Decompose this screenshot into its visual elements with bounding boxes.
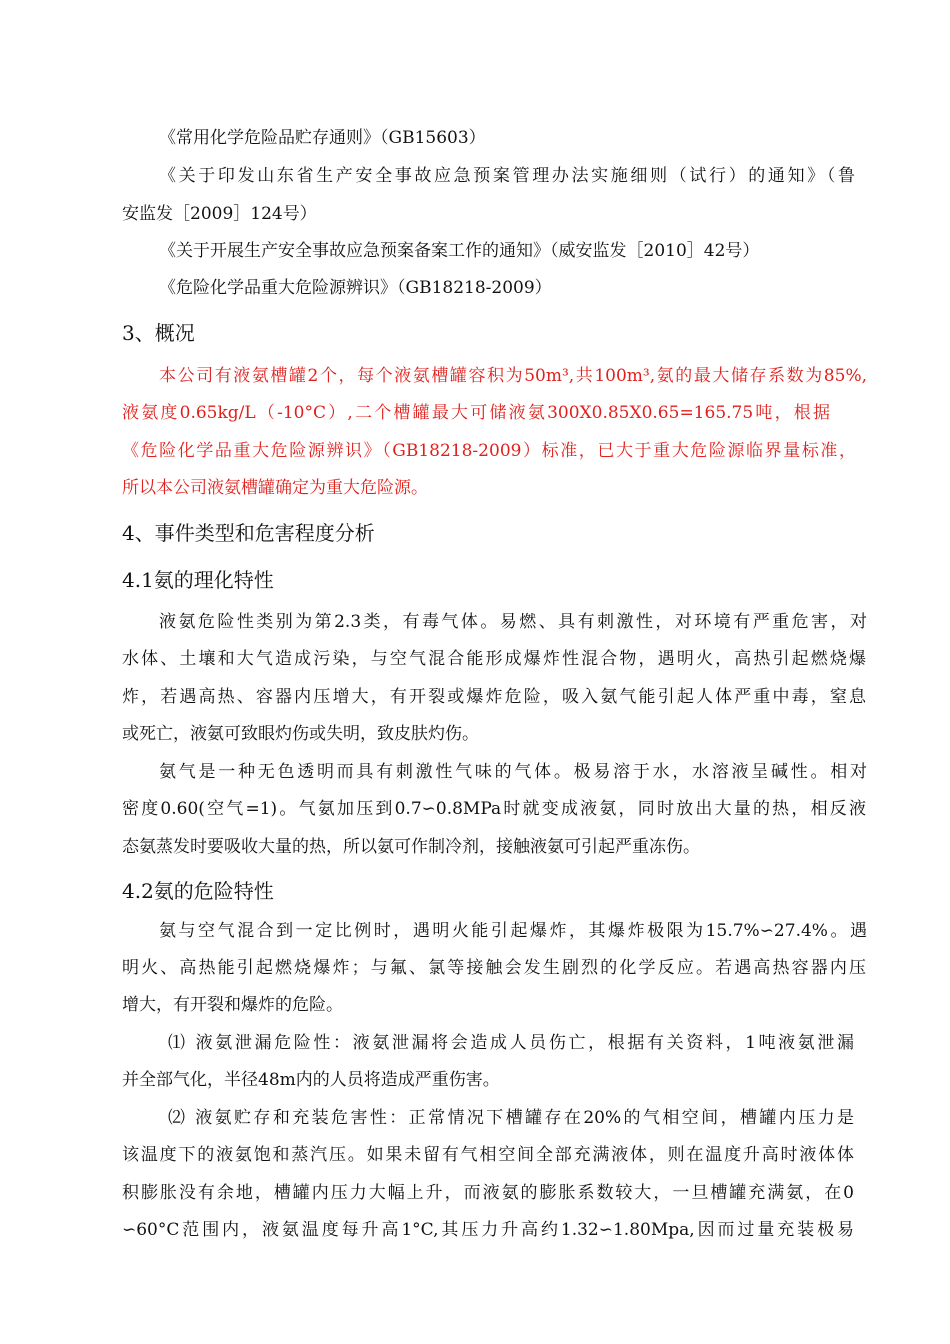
reference-line: 《常用化学危险品贮存通则》（GB15603） <box>159 128 486 148</box>
overview-text-line: 本公司有液氨槽罐2个，每个液氨槽罐容积为50m³,共100m³,氨的最大储存系数为85%, <box>159 366 867 386</box>
overview-text-line: 所以本公司液氨槽罐确定为重大危险源。 <box>122 478 428 498</box>
overview-text-line: 液氨度0.65kg/L（-10°C）,二个槽罐最大可储液氨300X0.85X0.65=165.75吨，根据 <box>122 403 830 423</box>
body-text-line: 液氨危险性类别为第2.3类，有毒气体。易燃、具有刺激性，对环境有严重危害，对 <box>159 612 867 632</box>
body-text-line: 炸，若遇高热、容器内压增大，有开裂或爆炸危险，吸入氨气能引起人体严重中毒，窒息 <box>122 687 866 707</box>
reference-line: 《关于开展生产安全事故应急预案备案工作的通知》（威安监发［2010］42号） <box>159 241 760 261</box>
body-text-line: 增大，有开裂和爆炸的危险。 <box>122 995 343 1015</box>
reference-line: 安监发［2009］124号） <box>122 204 317 224</box>
body-text-line: 水体、土壤和大气造成污染，与空气混合能形成爆炸性混合物，遇明火，高热引起燃烧爆 <box>122 649 866 669</box>
reference-line: 《危险化学品重大危险源辨识》（GB18218-2009） <box>159 278 552 298</box>
list-item-line: 积膨胀没有余地，槽罐内压力大幅上升，而液氨的膨胀系数较大，一旦槽罐充满氨，在0 <box>122 1183 854 1203</box>
subsection-heading: 4.2氨的危险特性 <box>122 879 274 903</box>
body-text-line: 氨与空气混合到一定比例时，遇明火能引起爆炸，其爆炸极限为15.7%∽27.4%。遇 <box>159 921 867 941</box>
list-item-line: 并全部气化，半径48m内的人员将造成严重伤害。 <box>122 1070 500 1090</box>
reference-line: 《关于印发山东省生产安全事故应急预案管理办法实施细则（试行）的通知》（鲁 <box>159 166 855 186</box>
list-item-line: 该温度下的液氨饱和蒸汽压。如果未留有气相空间全部充满液体，则在温度升高时液体体 <box>122 1145 854 1165</box>
body-text-line: 氨气是一种无色透明而具有刺激性气味的气体。极易溶于水，水溶液呈碱性。相对 <box>159 762 867 782</box>
list-item-line: ⑵ 液氨贮存和充装危害性：正常情况下槽罐存在20%的气相空间，槽罐内压力是 <box>168 1108 854 1128</box>
section-heading: 4、事件类型和危害程度分析 <box>122 521 375 545</box>
list-item-line: ⑴ 液氨泄漏危险性：液氨泄漏将会造成人员伤亡，根据有关资料，1吨液氨泄漏 <box>168 1033 854 1053</box>
body-text-line: 态氨蒸发时要吸收大量的热，所以氨可作制冷剂，接触液氨可引起严重冻伤。 <box>122 837 700 857</box>
body-text-line: 明火、高热能引起燃烧爆炸；与氟、氯等接触会发生剧烈的化学反应。若遇高热容器内压 <box>122 958 866 978</box>
subsection-heading: 4.1氨的理化特性 <box>122 568 274 592</box>
body-text-line: 或死亡，液氨可致眼灼伤或失明，致皮肤灼伤。 <box>122 724 479 744</box>
body-text-line: 密度0.60(空气=1)。气氨加压到0.7∽0.8MPa时就变成液氨，同时放出大量的热，相反液 <box>122 799 866 819</box>
list-item-line: ∽60°C范围内，液氨温度每升高1°C,其压力升高约1.32∽1.80Mpa,因而过量充装极易 <box>122 1220 854 1240</box>
section-heading: 3、概况 <box>122 321 195 345</box>
overview-text-line: 《危险化学品重大危险源辨识》（GB18218-2009）标准，已大于重大危险源临界量标准， <box>122 441 856 461</box>
